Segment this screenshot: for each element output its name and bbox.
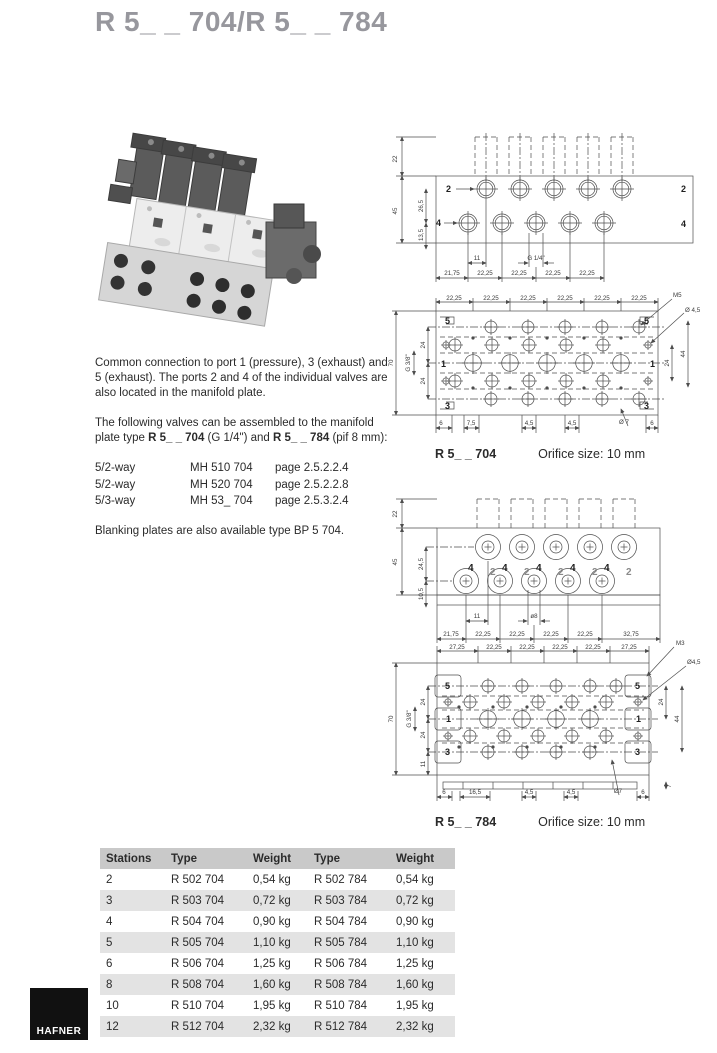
port-label: 1 [441, 359, 447, 369]
drawing-704-figure [380, 131, 717, 447]
port-label: 3 [635, 747, 641, 757]
dim: 22,25 [585, 644, 601, 651]
dim: 22,25 [543, 631, 559, 638]
port-label: 1 [446, 714, 452, 724]
dim: 24,5 [418, 557, 425, 571]
drawing-704 [380, 131, 717, 461]
dim: 22 [392, 510, 399, 518]
port-label: 4 [604, 563, 610, 574]
drawing-704-caption [435, 447, 645, 461]
dim: 24 [658, 698, 665, 706]
dim: G 1/4" [527, 255, 545, 262]
col-type-784: Type [308, 848, 390, 869]
dim: 22,25 [557, 295, 573, 302]
dim: 22,25 [545, 270, 561, 277]
intro-paragraph-1: Common connection to port 1 (pressure), 3 (exhaust) and 5 (exhaust). The ports 2 and 4 of the individual valves are also located in the manifold plate. [95, 357, 388, 400]
dim: 24 [420, 341, 427, 349]
dim: 24 [420, 698, 427, 706]
dim: 70 [388, 715, 395, 723]
dim: 4,5 [524, 789, 534, 796]
dim: 4,5 [566, 789, 576, 796]
valve-list-row: 5/3-way MH 53_ 704 page 2.5.3.2.4 [95, 495, 349, 508]
port-label: 2 [626, 567, 632, 578]
dim: 21,75 [443, 631, 459, 638]
port-label: 5 [445, 681, 451, 691]
dim: 21,75 [444, 270, 460, 277]
dim: 22,25 [552, 644, 568, 651]
dim: 27,25 [449, 644, 465, 651]
port-label: 2 [592, 567, 598, 578]
dim: 11 [473, 255, 481, 262]
dim: 22 [392, 155, 399, 163]
dim: G 3/8" [405, 354, 412, 372]
table-row: 6 R 506 704 1,25 kg R 506 784 1,25 kg [106, 957, 434, 970]
drawing-704-type: R 5_ _ 704 [435, 447, 497, 461]
dim: 26,5 [418, 199, 425, 213]
col-weight-704: Weight [247, 848, 308, 869]
port-label: 4 [502, 563, 508, 574]
table-row: 8 R 508 704 1,60 kg R 508 784 1,60 kg [100, 974, 455, 995]
dim: 22,25 [486, 644, 502, 651]
table-row: 4 R 504 704 0,90 kg R 504 784 0,90 kg [106, 915, 434, 928]
col-stations: Stations [100, 848, 165, 869]
table-row: 3 R 503 704 0,72 kg R 503 784 0,72 kg [100, 890, 455, 911]
dim: 4,5 [567, 420, 577, 427]
port-label: 5 [644, 316, 650, 326]
table-row: 2 R 502 704 0,54 kg R 502 784 0,54 kg [106, 873, 434, 886]
dim: 22,25 [475, 631, 491, 638]
dim: 7,5 [466, 420, 476, 427]
dim: 16,5 [468, 789, 482, 796]
dim: 32,75 [623, 631, 639, 638]
page-title: R 5_ _ 704/R 5_ _ 784 [95, 6, 388, 37]
port-label: 2 [681, 184, 687, 194]
col-weight-784: Weight [390, 848, 455, 869]
drawing-784-figure [380, 495, 717, 815]
port-label: 4 [536, 563, 542, 574]
port-label: 3 [445, 401, 451, 411]
dim: ø8 [530, 613, 538, 620]
bottom-view-704-labels [388, 292, 701, 427]
dim: 11 [420, 760, 427, 768]
dim: 22,25 [519, 644, 535, 651]
dim: 45 [392, 207, 399, 215]
dim: 22,25 [631, 295, 647, 302]
intro-text [95, 356, 395, 551]
thread-annotation: M5 [673, 292, 682, 299]
table-row: 12 R 512 704 2,32 kg R 512 784 2,32 kg [100, 1016, 455, 1037]
thread-annotation: M3 [676, 640, 685, 647]
diameter-annotation: Ø7 [613, 788, 623, 795]
port-label: 2 [446, 184, 452, 194]
dim: 6 [641, 789, 645, 796]
dim: 22,25 [446, 295, 462, 302]
dim: 22,25 [477, 270, 493, 277]
port-label: 4 [468, 563, 474, 574]
port-label: 5 [445, 316, 451, 326]
orifice-label: Orifice size: 10 mm [538, 815, 646, 829]
dim: 22,25 [577, 631, 593, 638]
dim: 22,25 [594, 295, 610, 302]
valve-list [95, 460, 395, 510]
table-row: 5 R 505 704 1,10 kg R 505 784 1,10 kg [100, 932, 455, 953]
stations-table [100, 848, 455, 1037]
dim: 10,5 [418, 587, 425, 601]
orifice-label: Orifice size: 10 mm [538, 447, 646, 461]
dim: 7 [666, 784, 673, 788]
drawing-784-caption [435, 815, 645, 829]
dim: 27,25 [621, 644, 637, 651]
port-label: 5 [635, 681, 641, 691]
blanking-plates-note: Blanking plates are also available type BP 5 704. [95, 524, 345, 537]
port-label: 1 [650, 359, 656, 369]
dim: 13,5 [418, 228, 425, 242]
bottom-view-784 [392, 646, 686, 801]
dim: 6 [442, 789, 446, 796]
dim: 6 [439, 420, 443, 427]
dim: 22,25 [509, 631, 525, 638]
dim: 4,5 [524, 420, 534, 427]
port-label: 1 [636, 714, 642, 724]
port-label: 2 [558, 567, 564, 578]
photo-illustration [98, 131, 321, 327]
dim: 22,25 [511, 270, 527, 277]
dim: 44 [680, 350, 687, 358]
product-photo [98, 126, 326, 340]
port-label: 3 [445, 747, 451, 757]
dim: 22,25 [579, 270, 595, 277]
diameter-annotation: Ø 4,5 [685, 307, 701, 314]
port-label: 4 [570, 563, 576, 574]
dim: 45 [392, 558, 399, 566]
drawing-784 [380, 495, 717, 829]
port-label: 2 [490, 567, 496, 578]
port-label: 4 [436, 218, 442, 228]
hafner-logo-text: HAFNER [36, 1026, 82, 1037]
port-label: 4 [681, 219, 687, 229]
table-header-row [100, 848, 455, 869]
diameter-annotation: Ø 7 [619, 419, 629, 426]
diameter-annotation: Ø4,5 [687, 659, 701, 666]
port-label: 2 [524, 567, 530, 578]
dim: G 3/8" [406, 710, 413, 728]
dim: 70 [388, 359, 395, 367]
hafner-logo [30, 988, 88, 1040]
dim: 24 [420, 377, 427, 385]
table-row: 10 R 510 704 1,95 kg R 510 784 1,95 kg [106, 999, 434, 1012]
dim: 24 [664, 359, 671, 367]
valve-list-row: 5/2-way MH 520 704 page 2.5.2.2.8 [95, 478, 349, 491]
intro-paragraph-2: The following valves can be assembled to the manifold plate type R 5_ _ 704 (G 1/4") and R 5_ _ 784 (pif 8 mm): [95, 416, 388, 444]
dim: 6 [650, 420, 654, 427]
port-label: 3 [644, 401, 650, 411]
col-type-704: Type [165, 848, 247, 869]
dim: 22,25 [483, 295, 499, 302]
drawing-784-type: R 5_ _ 784 [435, 815, 497, 829]
dim: 44 [674, 715, 681, 723]
dim: 22,25 [520, 295, 536, 302]
dim: 24 [420, 731, 427, 739]
dim: 11 [473, 613, 481, 620]
valve-list-row: 5/2-way MH 510 704 page 2.5.2.2.4 [95, 461, 349, 474]
